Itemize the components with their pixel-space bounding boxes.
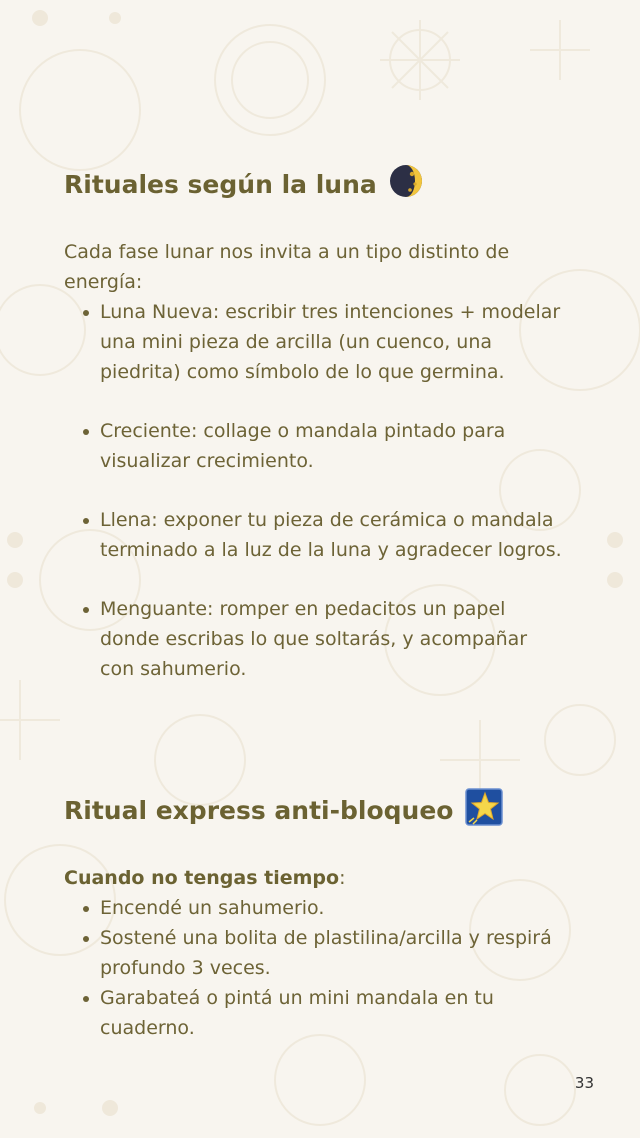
lunar-phase-list (64, 297, 564, 713)
star-icon (465, 788, 503, 832)
section-title-lunar-rituals (64, 164, 423, 204)
list-item: Luna Nueva: escribir tres intenciones + modelar una mini pieza de arcilla (un cuenco, una piedrita) como símbolo de lo que germina. (64, 297, 564, 387)
section-title-text: Ritual express anti-bloqueo (64, 795, 454, 825)
section-title-text: Rituales según la luna (64, 169, 377, 199)
express-ritual-list (64, 893, 564, 1043)
moon-icon (389, 164, 423, 204)
list-item: Llena: exponer tu pieza de cerámica o mandala terminado a la luz de la luna y agradecer logros. (64, 505, 564, 565)
lead-bold-text: Cuando no tengas tiempo (64, 867, 340, 889)
express-ritual-lead (64, 863, 584, 893)
list-item: Garabateá o pintá un mini mandala en tu cuaderno. (64, 983, 564, 1043)
section-title-express-ritual (64, 788, 503, 832)
list-item: Encendé un sahumerio. (64, 893, 564, 923)
intro-paragraph: Cada fase lunar nos invita a un tipo distinto de energía: (64, 241, 510, 293)
lead-suffix: : (339, 867, 346, 889)
list-item: Sostené una bolita de plastilina/arcilla y respirá profundo 3 veces. (64, 923, 564, 983)
page-number: 33 (574, 1074, 594, 1092)
list-item: Creciente: collage o mandala pintado para visualizar crecimiento. (64, 416, 564, 476)
list-item: Menguante: romper en pedacitos un papel donde escribas lo que soltarás, y acompañar con sahumerio. (64, 594, 564, 684)
